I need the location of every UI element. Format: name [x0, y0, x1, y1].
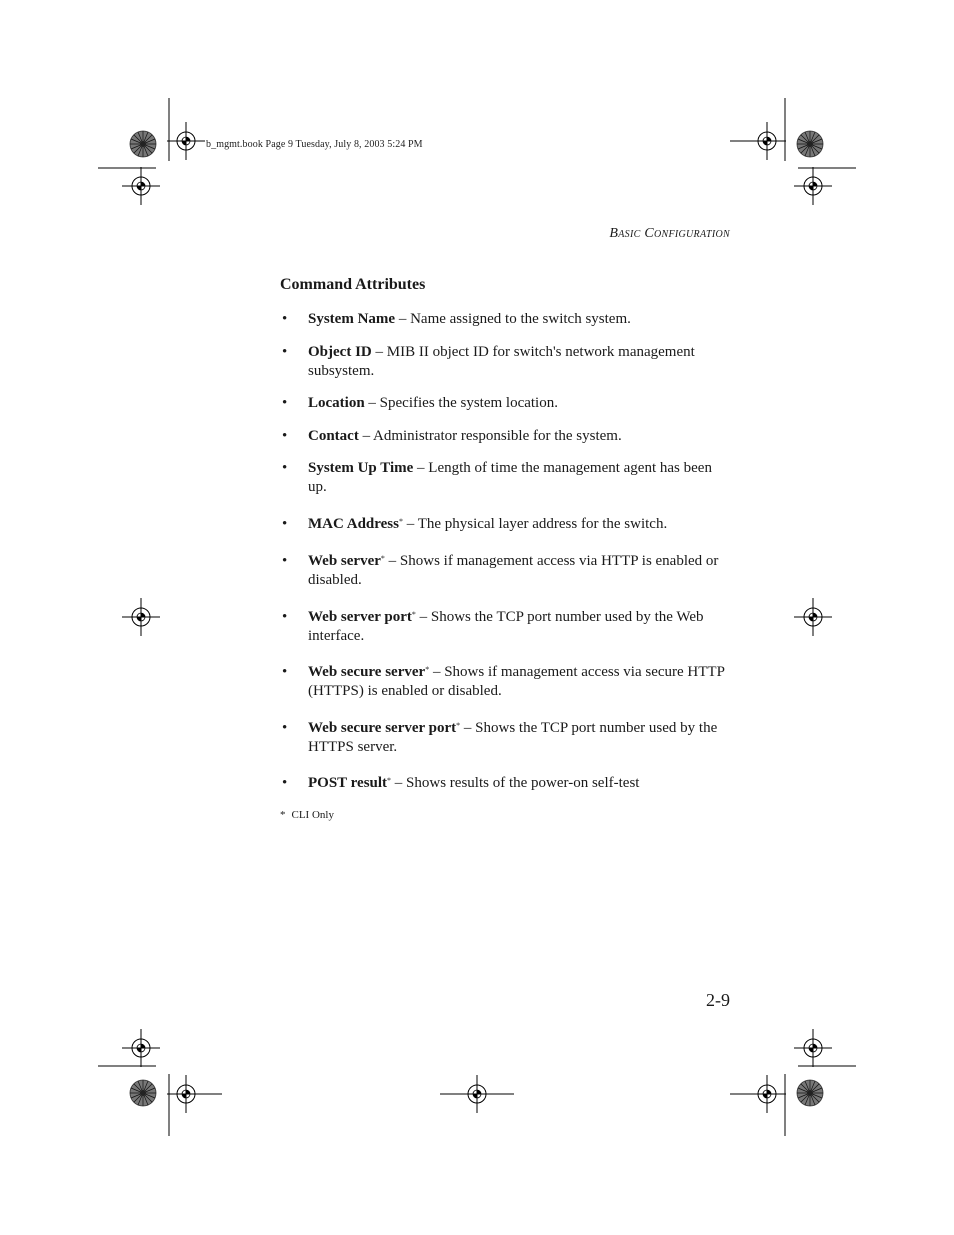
bullet-icon: • [282, 775, 288, 791]
attribute-description: – The physical layer address for the switch. [402, 516, 668, 532]
footnote-mark: * [425, 665, 430, 674]
registration-mark-icon [794, 167, 832, 205]
registration-mark-icon [122, 167, 160, 205]
attribute-name: Contact [308, 428, 359, 444]
footnote-mark: * [387, 776, 392, 785]
attribute-description: – Shows if management access via secure HTTP (HTTPS) is enabled or disabled. [308, 664, 725, 699]
attribute-description: – Administrator responsible for the system. [358, 428, 622, 444]
running-head: Basic Configuration [609, 226, 730, 241]
list-item [280, 427, 730, 446]
attribute-description: – Shows the TCP port number used by the HTTPS server. [308, 720, 718, 755]
footnote [280, 809, 334, 821]
attribute-name: Location [308, 395, 365, 411]
attribute-description: – Shows results of the power-on self-test [391, 775, 640, 791]
list-item [280, 394, 730, 413]
color-target-icon [130, 1080, 156, 1106]
footnote-mark: * [280, 809, 286, 821]
list-item [280, 515, 730, 534]
color-target-icon [130, 131, 156, 157]
bullet-icon: • [282, 395, 288, 411]
footnote-mark: * [398, 517, 403, 526]
footnote-mark: * [411, 610, 416, 619]
color-target-icon [797, 131, 823, 157]
attribute-description: – Length of time the management agent has been up. [308, 460, 712, 495]
bullet-icon: • [282, 516, 288, 532]
attribute-name: POST result* [308, 775, 392, 791]
attribute-name: Web server* [308, 553, 385, 569]
attribute-description: – Specifies the system location. [364, 395, 558, 411]
registration-mark-icon [794, 598, 832, 636]
attribute-name: Web secure server* [308, 664, 430, 680]
attribute-name: MAC Address* [308, 516, 403, 532]
attribute-name: System Name [308, 311, 396, 327]
attribute-name: Web secure server port* [308, 720, 461, 736]
registration-mark-icon [794, 1029, 832, 1067]
bullet-icon: • [282, 664, 288, 680]
list-item [280, 663, 730, 700]
list-item [280, 343, 730, 380]
attribute-description: – Shows if management access via HTTP is enabled or disabled. [308, 553, 719, 588]
footnote-mark: * [380, 554, 385, 563]
bullet-icon: • [282, 553, 288, 569]
list-item [280, 552, 730, 589]
footnote-text: CLI Only [291, 809, 334, 821]
attribute-description: – Name assigned to the switch system. [395, 311, 631, 327]
attribute-name: Object ID [308, 344, 372, 360]
print-slug: b_mgmt.book Page 9 Tuesday, July 8, 2003 5:24 PM [206, 139, 423, 150]
attribute-name: System Up Time [308, 460, 414, 476]
attribute-name: Web server port* [308, 609, 416, 625]
bullet-icon: • [282, 428, 288, 444]
list-item [280, 459, 730, 496]
footnote-mark: * [456, 721, 461, 730]
bullet-icon: • [282, 720, 288, 736]
bullet-icon: • [282, 609, 288, 625]
bullet-icon: • [282, 460, 288, 476]
page-number: 2-9 [706, 990, 730, 1010]
list-item [280, 310, 730, 329]
color-target-icon [797, 1080, 823, 1106]
section-title: Command Attributes [280, 276, 426, 293]
list-item [280, 608, 730, 645]
bullet-icon: • [282, 344, 288, 360]
bullet-icon: • [282, 311, 288, 327]
attribute-description: – MIB II object ID for switch's network management subsystem. [308, 344, 695, 379]
registration-mark-icon [122, 1029, 160, 1067]
attribute-description: – Shows the TCP port number used by the Web interface. [308, 609, 704, 644]
list-item [280, 719, 730, 756]
list-item [280, 774, 730, 793]
